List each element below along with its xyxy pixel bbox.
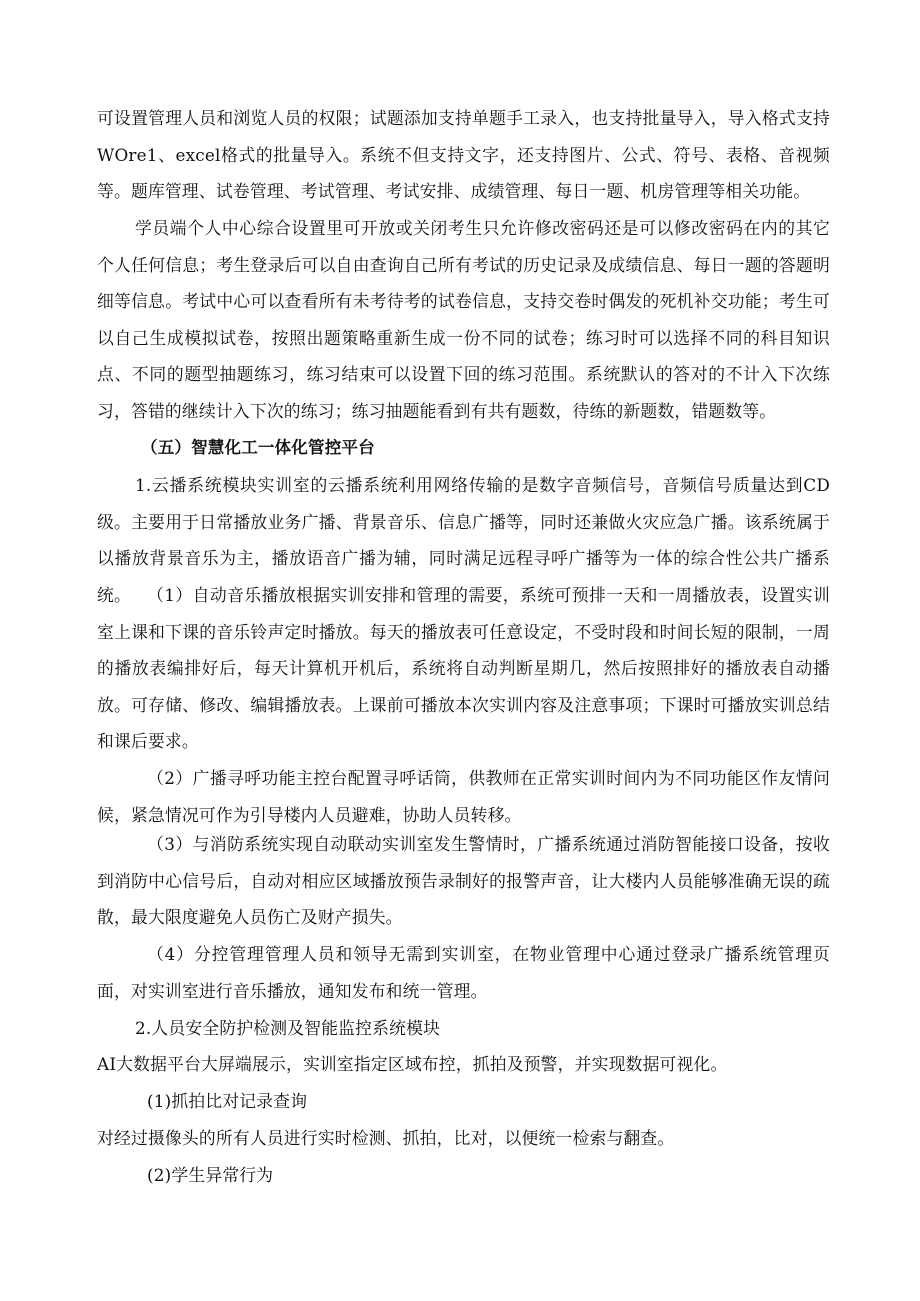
paragraph-abnormal-behavior: (2)学生异常行为 bbox=[147, 1165, 274, 1185]
paragraph-capture-query: (1)抓拍比对记录查询 bbox=[147, 1091, 308, 1111]
paragraph-cloud-broadcast: 1.云播系统模块实训室的云播系统利用网络传输的是数字音频信号，音频信号质量达到CD级。主要用于日常播放业务广播、背景音乐、信息广播等，同时还兼做火灾应急广播。该系统属于以播放背景音乐为主，播放语音广播为辅，同时满足远程寻呼广播等为一体的综合性公共广播系统。 bbox=[97, 475, 830, 605]
paragraph-paging: （2）广播寻呼功能主控台配置寻呼话筒，供教师在正常实训时间内为不同功能区作友情问候，紧急情况可作为引导楼内人员避难，协助人员转移。 bbox=[97, 768, 830, 825]
paragraph-safety-module: 2.人员安全防护检测及智能监控系统模块 bbox=[135, 1018, 441, 1038]
paragraph-fire-linkage: （3）与消防系统实现自动联动实训室发生警情时，广播系统通过消防智能接口设备，按收到消防中心信号后，自动对相应区域播放预告录制好的报警声音，让大楼内人员能够准确无误的疏散，最大限度避免人员伤亡及财产损失。 bbox=[97, 834, 830, 928]
paragraph-permissions: 可设置管理人员和浏览人员的权限；试题添加支持单题手工录入，也支持批量导入，导入格式支持WOre1、excel格式的批量导入。系统不但支持文字，还支持图片、公式、符号、表格、音视频等。题库管理、试卷管理、考试管理、考试安排、成绩管理、每日一题、机房管理等相关功能。 bbox=[97, 108, 830, 202]
paragraph-realtime-detection: 对经过摄像头的所有人员进行实时检测、抓拍，比对，以便统一检索与翻查。 bbox=[97, 1128, 675, 1148]
paragraph-branch-control: （4）分控管理管理人员和领导无需到实训室，在物业管理中心通过登录广播系统管理页面，对实训室进行音乐播放，通知发布和统一管理。 bbox=[97, 944, 830, 1001]
section-heading-5: （五）智慧化工一体化管控平台 bbox=[141, 438, 375, 457]
paragraph-student-center: 学员端个人中心综合设置里可开放或关闭考生只允许修改密码还是可以修改密码在内的其它个人任何信息；考生登录后可以自由查询自己所有考试的历史记录及成绩信息、每日一题的答题明细等信息。考试中心可以查看所有未考待考的试卷信息，支持交卷时偶发的死机补交功能；考生可以自己生成模拟试卷，按照出题策略重新生成一份不同的试卷；练习时可以选择不同的科目知识点、不同的题型抽题练习，练习结束可以设置下回的练习范围。系统默认的答对的不计入下次练习，答错的继续计入下次的练习；练习抽题能看到有共有题数，待练的新题数，错题数等。 bbox=[97, 218, 830, 421]
paragraph-auto-music: （1）自动音乐播放根据实训安排和管理的需要，系统可预排一天和一周播放表，设置实训室上课和下课的音乐铃声定时播放。每天的播放表可任意设定，不受时段和时间长短的限制，一周的播放表编排好后，每天计算机开机后，系统将自动判断星期几，然后按照排好的播放表自动播放。可存储、修改、编辑播放表。上课前可播放本次实训内容及注意事项；下课时可播放实训总结和课后要求。 bbox=[97, 585, 830, 752]
paragraph-ai-platform: AI大数据平台大屏端展示，实训室指定区域布控，抓拍及预警，并实现数据可视化。 bbox=[97, 1054, 728, 1074]
